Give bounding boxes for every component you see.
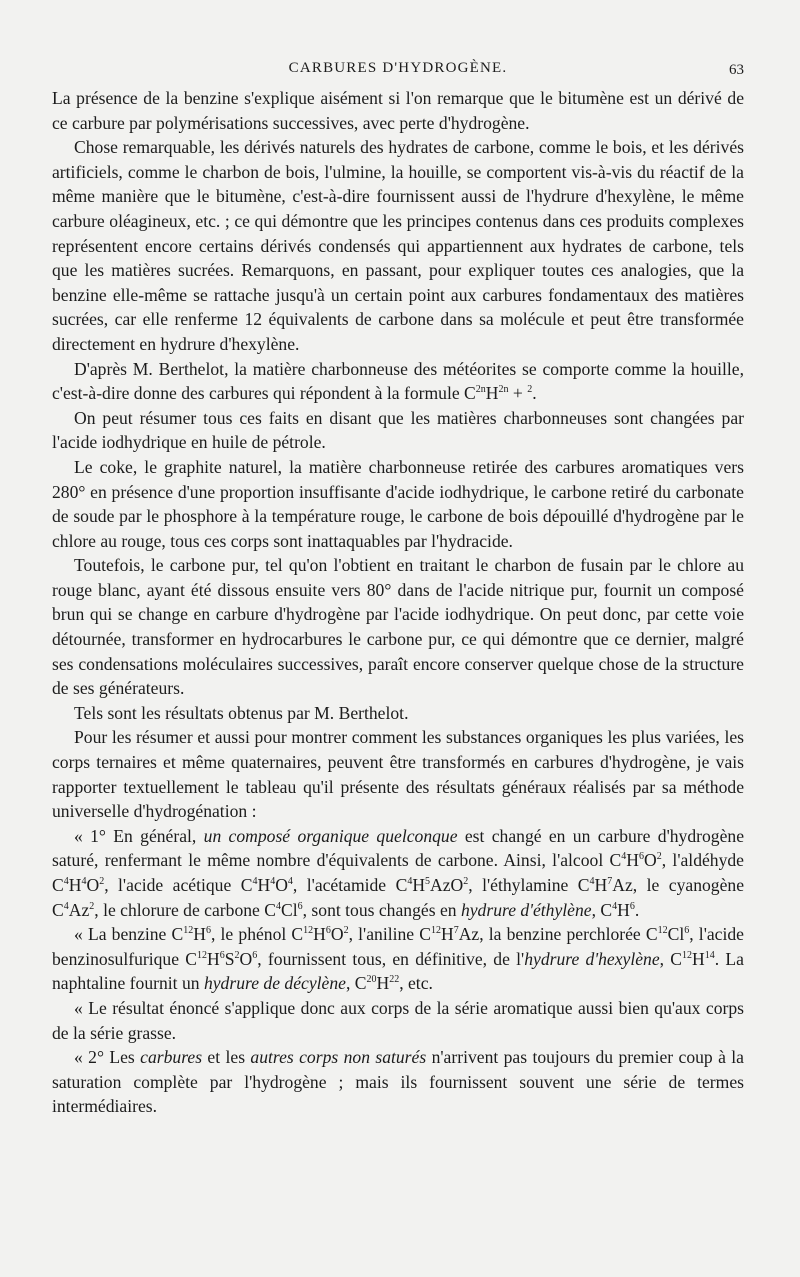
text-run: , C	[345, 973, 367, 994]
superscript: 2	[234, 949, 240, 961]
text-run: Az, le cyanogène C	[52, 875, 745, 920]
text-run: , l'aniline C	[348, 924, 431, 945]
text-run: S	[224, 948, 235, 969]
text-run: , C	[659, 948, 683, 969]
text-run: , le chlorure de carbone C	[94, 899, 276, 920]
superscript: 2	[463, 876, 469, 887]
text-run: Pour les résumer et aussi pour montrer comment les substances organiques les plus variées, les corps ternaires et même quaternaires, peuvent être transformés en carbures d'hydrogène, je vais rapporter textuellement le tableau qu'il présente des résultats généraux réalisés par sa méthode universelle d'hydrogénation :	[52, 727, 744, 822]
italic-text: hydrure d'hexylène	[524, 948, 660, 969]
text-run: H	[485, 383, 499, 404]
text-run: .	[532, 383, 537, 404]
superscript: 6	[684, 925, 690, 937]
superscript: 4	[407, 876, 413, 887]
text-run: D'après M. Berthelot, la matière charbonneuse des météorites se comporte comme la houille, c'est-à-dire donne des carbures qui répondent à la formule C	[52, 358, 744, 404]
superscript: 2	[99, 876, 105, 887]
text-run: H	[257, 875, 271, 895]
text-run: , le phénol C	[210, 924, 304, 945]
text-run: « 1° En général,	[74, 825, 204, 846]
text-run: On peut résumer tous ces faits en disant que les matières charbonneuses sont changées par l'acide iodhydrique en huile de pétrole.	[52, 407, 744, 453]
italic-text: autres corps non saturés	[250, 1047, 427, 1068]
text-run: Az, la benzine perchlorée C	[458, 924, 658, 945]
text-run: , l'acétamide C	[292, 875, 408, 895]
superscript: 6	[325, 925, 331, 937]
superscript: 2n	[475, 384, 486, 396]
paragraph	[52, 922, 744, 996]
superscript: 7	[453, 925, 459, 937]
paragraph	[52, 86, 744, 135]
text-run: H	[412, 875, 426, 895]
text-run: H	[441, 924, 454, 945]
text-run: , etc.	[399, 973, 433, 994]
text-run: O	[239, 948, 253, 969]
paragraph	[52, 357, 744, 406]
italic-text: hydrure d'éthylène	[460, 899, 592, 920]
paragraph	[52, 701, 744, 726]
superscript: 6	[205, 925, 211, 937]
text-run: « 2° Les	[74, 1047, 141, 1068]
italic-text: carbures	[140, 1047, 203, 1068]
superscript: 4	[270, 876, 276, 887]
superscript: 12	[303, 925, 314, 937]
superscript: 12	[197, 949, 208, 961]
superscript: 12	[431, 925, 441, 937]
text-run: O	[330, 924, 344, 945]
superscript: 4	[252, 876, 258, 887]
superscript: 4	[287, 876, 293, 887]
text-run: , fournissent tous, en définitive, de l'	[257, 948, 525, 969]
superscript: 7	[607, 876, 613, 887]
text-run: . La naphtaline fournit un	[52, 948, 744, 994]
superscript: 4	[63, 876, 69, 887]
text-run: La présence de la benzine s'explique aisément si l'on remarque que le bitumène est un dérivé de ce carbure par polymérisations successives, avec perte d'hydrogène.	[52, 88, 744, 133]
text-run: , l'aldéhyde C	[52, 850, 744, 895]
paragraph	[52, 996, 744, 1045]
paragraph	[52, 725, 744, 823]
superscript: 4	[63, 900, 69, 912]
superscript: 2	[343, 925, 349, 937]
text-run: H	[376, 973, 390, 994]
text-run: H	[594, 875, 608, 895]
superscript: 4	[621, 851, 627, 863]
text-run: .	[634, 899, 640, 920]
text-run: Le coke, le graphite naturel, la matière charbonneuse retirée des carbures aromatiques vers 280° en présence d'une proportion insuffisante d'acide iodhydrique, le carbone retiré du carbonate de soude par le phosphore à la température rouge, le carbone de bois dépouillé d'hydrogène par le chlore au rouge, tous ces corps sont inattaquables par l'hydracide.	[52, 456, 744, 551]
superscript: 6	[219, 949, 225, 961]
body-text	[52, 86, 744, 1119]
text-run: Az	[68, 899, 90, 920]
superscript: 20	[366, 974, 377, 986]
text-run: O	[275, 875, 288, 895]
page-number: 63	[729, 62, 744, 78]
superscript: 4	[589, 876, 595, 887]
superscript: 6	[297, 900, 303, 912]
text-run: H	[193, 924, 206, 945]
text-run: H	[68, 875, 82, 895]
page-header	[52, 60, 744, 84]
text-run: Chose remarquable, les dérivés naturels des hydrates de carbone, comme le bois, et les dérivés artificiels, comme le charbon de bois, l'ulmine, la houille, se comportent vis-à-vis du réactif de la même manière que le bitumène, c'est-à-dire fournissent aussi de l'hydrure d'hexylène, le même carbure oléagineux, etc. ; ce qui démontre que les principes contenus dans ces produits complexes représentent encore certains dérivés condensés qui appartiennent aux hydrates de carbone, tels que les matières sucrées. Remarquons, en passant, pour expliquer toutes ces analogies, que la benzine elle-même se rattache jusqu'à un certain point aux carbures fondamentaux des matières sucrées, car elle renferme 12 équivalents de carbone dans sa molécule et peut être transformée directement en hydrure d'hexylène.	[52, 137, 744, 354]
text-run: , l'éthylamine C	[468, 875, 590, 895]
text-run: « La benzine C	[74, 924, 184, 945]
superscript: 6	[252, 949, 258, 961]
text-run: est changé en un carbure d'hydrogène saturé, renfermant le même nombre d'équivalents de carbone. Ainsi, l'alcool C	[52, 825, 745, 871]
superscript: 2	[89, 900, 95, 912]
text-run: +	[508, 383, 528, 404]
superscript: 6	[639, 851, 644, 863]
running-head: CARBURES D'HYDROGÈNE.	[288, 60, 508, 76]
text-run: O	[644, 850, 657, 871]
superscript: 14	[704, 949, 715, 961]
text-run: AzO	[430, 875, 464, 895]
text-run: Cl	[667, 924, 685, 945]
text-run: Toutefois, le carbone pur, tel qu'on l'obtient en traitant le charbon de fusain par le chlore au rouge blanc, ayant été dissous ensuite vers 80° dans de l'acide nitrique pur, fournit un composé brun qui se change en carbure d'hydrogène par l'acide iodhydrique. On peut donc, par cette voie détournée, transformer en hydrocarbures le carbone pur, ce qui démontre que ce dernier, malgré ses condensations moléculaires successives, paraît encore conserver quelque chose de la structure de ses générateurs.	[52, 555, 744, 699]
text-run: H	[617, 899, 630, 920]
superscript: 4	[81, 876, 87, 887]
italic-text: un composé organique quelconque	[203, 825, 458, 846]
superscript: 12	[682, 949, 693, 961]
text-run: H	[207, 948, 220, 969]
paragraph	[52, 455, 744, 553]
superscript: 4	[276, 900, 281, 912]
text-run: , sont tous changés en	[302, 899, 461, 920]
superscript: 12	[657, 925, 668, 937]
text-run: et les	[202, 1047, 251, 1068]
text-run: O	[86, 875, 100, 895]
superscript: 6	[629, 900, 635, 912]
paragraph	[52, 553, 744, 701]
text-run: , l'acide benzinosulfurique C	[52, 924, 744, 969]
paragraph	[52, 406, 744, 455]
superscript: 2n	[498, 384, 509, 396]
paragraph	[52, 824, 744, 922]
text-run: , l'acide acétique C	[104, 875, 253, 895]
text-run: H	[313, 924, 326, 945]
text-run: , C	[591, 899, 613, 920]
superscript: 5	[425, 876, 431, 887]
superscript: 4	[612, 900, 618, 912]
text-run: « Le résultat énoncé s'applique donc aux corps de la série aromatique aussi bien qu'aux corps de la série grasse.	[52, 997, 744, 1043]
superscript: 2	[656, 851, 662, 863]
italic-text: hydrure de décylène	[203, 973, 346, 994]
paragraph	[52, 135, 744, 356]
text-run: H	[692, 948, 705, 969]
text-run: H	[626, 850, 639, 871]
superscript: 12	[183, 925, 194, 937]
superscript: 2	[527, 384, 533, 396]
text-run: n'arrivent pas toujours du premier coup à la saturation complète par l'hydrogène ; mais ils fournissent souvent une série de termes intermédiaires.	[52, 1047, 744, 1117]
text-run: Cl	[281, 899, 298, 920]
superscript: 22	[389, 974, 400, 986]
paragraph	[52, 1045, 744, 1119]
text-run: Tels sont les résultats obtenus par M. Berthelot.	[74, 702, 409, 723]
